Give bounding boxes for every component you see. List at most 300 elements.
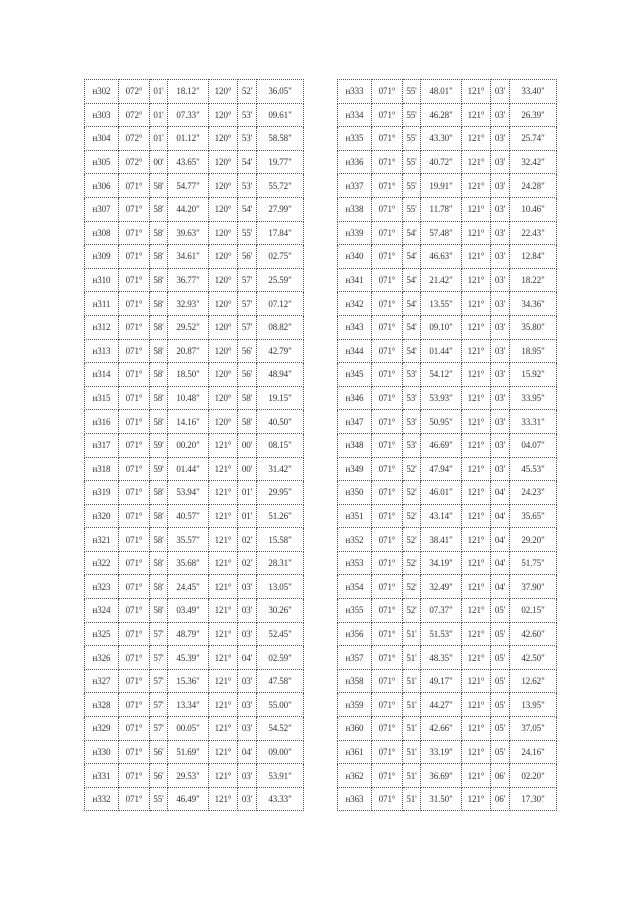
lon-degrees-cell: 121° [462, 174, 491, 198]
lat-minutes-cell: 57' [150, 646, 168, 670]
lon-seconds-cell: 26.39" [510, 103, 557, 127]
lat-minutes-cell: 55' [403, 103, 421, 127]
lat-degrees-cell: 071° [372, 268, 403, 292]
lon-seconds-cell: 19.77" [257, 150, 304, 174]
lon-minutes-cell: 55' [238, 221, 257, 245]
lon-seconds-cell: 33.40" [510, 80, 557, 104]
table-row [85, 622, 304, 646]
lon-seconds-cell: 15.58" [257, 528, 304, 552]
lat-degrees-cell: 071° [119, 197, 150, 221]
lat-minutes-cell: 53' [403, 433, 421, 457]
lon-seconds-cell: 31.42" [257, 457, 304, 481]
table-row [338, 528, 557, 552]
lat-minutes-cell: 59' [150, 457, 168, 481]
lon-minutes-cell: 03' [491, 268, 510, 292]
lat-seconds-cell: 01.44" [168, 457, 209, 481]
lat-degrees-cell: 071° [372, 740, 403, 764]
lat-minutes-cell: 57' [150, 622, 168, 646]
lon-degrees-cell: 121° [462, 386, 491, 410]
lon-minutes-cell: 03' [491, 433, 510, 457]
lat-minutes-cell: 55' [403, 174, 421, 198]
lon-degrees-cell: 121° [209, 717, 238, 741]
lon-degrees-cell: 120° [209, 103, 238, 127]
lat-minutes-cell: 00' [150, 150, 168, 174]
point-id-cell: н348 [338, 433, 372, 457]
point-id-cell: н317 [85, 433, 119, 457]
lon-seconds-cell: 33.31" [510, 410, 557, 434]
table-row [85, 787, 304, 811]
table-row [85, 268, 304, 292]
table-row [85, 174, 304, 198]
lat-seconds-cell: 46.63" [421, 245, 462, 269]
point-id-cell: н315 [85, 386, 119, 410]
lon-seconds-cell: 12.84" [510, 245, 557, 269]
point-id-cell: н321 [85, 528, 119, 552]
lon-degrees-cell: 121° [462, 457, 491, 481]
table-row [338, 410, 557, 434]
lat-minutes-cell: 52' [403, 575, 421, 599]
lon-minutes-cell: 53' [238, 127, 257, 151]
lon-seconds-cell: 55.00" [257, 693, 304, 717]
lat-degrees-cell: 072° [119, 127, 150, 151]
lon-seconds-cell: 25.59" [257, 268, 304, 292]
lat-seconds-cell: 48.01" [421, 80, 462, 104]
table-row [85, 717, 304, 741]
lat-degrees-cell: 071° [372, 693, 403, 717]
lat-minutes-cell: 01' [150, 127, 168, 151]
lon-seconds-cell: 09.00" [257, 740, 304, 764]
point-id-cell: н324 [85, 599, 119, 623]
lat-degrees-cell: 071° [372, 599, 403, 623]
lon-seconds-cell: 24.28" [510, 174, 557, 198]
table-row [338, 717, 557, 741]
lat-minutes-cell: 54' [403, 268, 421, 292]
lon-degrees-cell: 121° [462, 363, 491, 387]
lat-degrees-cell: 071° [372, 103, 403, 127]
lat-degrees-cell: 071° [372, 410, 403, 434]
lon-degrees-cell: 121° [209, 646, 238, 670]
lon-seconds-cell: 53.91" [257, 764, 304, 788]
lon-minutes-cell: 00' [238, 433, 257, 457]
table-row [85, 197, 304, 221]
lon-degrees-cell: 121° [209, 764, 238, 788]
lon-minutes-cell: 05' [491, 717, 510, 741]
lat-degrees-cell: 071° [372, 174, 403, 198]
lat-seconds-cell: 43.65" [168, 150, 209, 174]
lon-minutes-cell: 04' [491, 504, 510, 528]
table-row [338, 315, 557, 339]
lat-seconds-cell: 46.01" [421, 481, 462, 505]
lon-minutes-cell: 54' [238, 150, 257, 174]
lat-minutes-cell: 51' [403, 717, 421, 741]
lon-minutes-cell: 04' [491, 528, 510, 552]
lat-minutes-cell: 51' [403, 787, 421, 811]
lon-degrees-cell: 121° [462, 292, 491, 316]
table-row [338, 504, 557, 528]
lon-seconds-cell: 42.79" [257, 339, 304, 363]
lon-minutes-cell: 03' [238, 693, 257, 717]
lat-minutes-cell: 58' [150, 481, 168, 505]
lon-seconds-cell: 25.74" [510, 127, 557, 151]
table-row [338, 127, 557, 151]
lat-minutes-cell: 55' [403, 80, 421, 104]
lon-seconds-cell: 43.33" [257, 787, 304, 811]
lon-seconds-cell: 12.62" [510, 669, 557, 693]
lat-degrees-cell: 071° [119, 363, 150, 387]
point-id-cell: н351 [338, 504, 372, 528]
table-row [338, 363, 557, 387]
table-row [338, 669, 557, 693]
lon-minutes-cell: 04' [491, 551, 510, 575]
point-id-cell: н345 [338, 363, 372, 387]
point-id-cell: н337 [338, 174, 372, 198]
lon-seconds-cell: 07.12" [257, 292, 304, 316]
point-id-cell: н338 [338, 197, 372, 221]
lat-seconds-cell: 32.49" [421, 575, 462, 599]
lat-minutes-cell: 58' [150, 292, 168, 316]
lat-seconds-cell: 47.94" [421, 457, 462, 481]
lon-minutes-cell: 03' [491, 103, 510, 127]
lat-seconds-cell: 50.95" [421, 410, 462, 434]
lon-minutes-cell: 02' [238, 528, 257, 552]
lat-minutes-cell: 54' [403, 292, 421, 316]
lat-minutes-cell: 58' [150, 410, 168, 434]
lon-degrees-cell: 120° [209, 268, 238, 292]
lon-minutes-cell: 56' [238, 245, 257, 269]
lat-seconds-cell: 09.10" [421, 315, 462, 339]
lon-minutes-cell: 06' [491, 764, 510, 788]
lon-minutes-cell: 03' [491, 410, 510, 434]
point-id-cell: н332 [85, 787, 119, 811]
lat-minutes-cell: 58' [150, 197, 168, 221]
lon-minutes-cell: 02' [238, 551, 257, 575]
lon-degrees-cell: 121° [209, 433, 238, 457]
table-row [338, 80, 557, 104]
lon-minutes-cell: 03' [491, 80, 510, 104]
lat-minutes-cell: 51' [403, 740, 421, 764]
lat-minutes-cell: 54' [403, 221, 421, 245]
lat-degrees-cell: 071° [119, 622, 150, 646]
lat-seconds-cell: 53.94" [168, 481, 209, 505]
lon-seconds-cell: 27.99" [257, 197, 304, 221]
lat-degrees-cell: 072° [119, 150, 150, 174]
point-id-cell: н361 [338, 740, 372, 764]
lon-seconds-cell: 35.65" [510, 504, 557, 528]
lon-minutes-cell: 04' [238, 646, 257, 670]
lon-degrees-cell: 121° [462, 575, 491, 599]
table-row [85, 646, 304, 670]
lon-seconds-cell: 34.36" [510, 292, 557, 316]
lat-seconds-cell: 57.48" [421, 221, 462, 245]
lon-degrees-cell: 120° [209, 174, 238, 198]
lon-degrees-cell: 121° [462, 669, 491, 693]
lon-seconds-cell: 02.20" [510, 764, 557, 788]
lon-minutes-cell: 58' [238, 386, 257, 410]
lon-degrees-cell: 121° [462, 197, 491, 221]
lon-minutes-cell: 54' [238, 197, 257, 221]
lat-seconds-cell: 43.14" [421, 504, 462, 528]
point-id-cell: н312 [85, 315, 119, 339]
point-id-cell: н357 [338, 646, 372, 670]
point-id-cell: н318 [85, 457, 119, 481]
lat-degrees-cell: 071° [119, 717, 150, 741]
lat-minutes-cell: 52' [403, 481, 421, 505]
point-id-cell: н330 [85, 740, 119, 764]
lon-degrees-cell: 121° [209, 575, 238, 599]
lat-seconds-cell: 40.57" [168, 504, 209, 528]
lon-seconds-cell: 13.05" [257, 575, 304, 599]
lon-degrees-cell: 120° [209, 197, 238, 221]
lon-minutes-cell: 05' [491, 622, 510, 646]
lon-seconds-cell: 32.42" [510, 150, 557, 174]
lon-seconds-cell: 52.45" [257, 622, 304, 646]
lon-seconds-cell: 17.84" [257, 221, 304, 245]
coordinates-table-right [337, 79, 557, 811]
lat-degrees-cell: 071° [372, 646, 403, 670]
lon-minutes-cell: 53' [238, 174, 257, 198]
point-id-cell: н347 [338, 410, 372, 434]
table-row [338, 646, 557, 670]
lon-minutes-cell: 03' [491, 339, 510, 363]
point-id-cell: н320 [85, 504, 119, 528]
lon-seconds-cell: 10.46" [510, 197, 557, 221]
lon-degrees-cell: 121° [462, 693, 491, 717]
lat-degrees-cell: 071° [119, 693, 150, 717]
lat-degrees-cell: 071° [119, 221, 150, 245]
lat-degrees-cell: 071° [372, 717, 403, 741]
table-row [338, 292, 557, 316]
lat-degrees-cell: 071° [372, 504, 403, 528]
lon-seconds-cell: 42.60" [510, 622, 557, 646]
table-row [85, 481, 304, 505]
lon-minutes-cell: 03' [491, 457, 510, 481]
lat-degrees-cell: 072° [119, 80, 150, 104]
point-id-cell: н353 [338, 551, 372, 575]
point-id-cell: н307 [85, 197, 119, 221]
lon-seconds-cell: 30.26" [257, 599, 304, 623]
lon-minutes-cell: 58' [238, 410, 257, 434]
lat-minutes-cell: 58' [150, 315, 168, 339]
point-id-cell: н333 [338, 80, 372, 104]
lat-seconds-cell: 33.19" [421, 740, 462, 764]
lon-degrees-cell: 121° [462, 433, 491, 457]
point-id-cell: н346 [338, 386, 372, 410]
lat-minutes-cell: 58' [150, 386, 168, 410]
point-id-cell: н302 [85, 80, 119, 104]
lat-degrees-cell: 071° [119, 410, 150, 434]
point-id-cell: н335 [338, 127, 372, 151]
point-id-cell: н334 [338, 103, 372, 127]
lon-minutes-cell: 06' [491, 787, 510, 811]
lat-minutes-cell: 51' [403, 622, 421, 646]
table-row [85, 292, 304, 316]
lon-minutes-cell: 03' [491, 363, 510, 387]
lon-minutes-cell: 57' [238, 268, 257, 292]
lat-seconds-cell: 03.49" [168, 599, 209, 623]
lat-degrees-cell: 071° [372, 764, 403, 788]
table-row [338, 693, 557, 717]
lat-degrees-cell: 071° [372, 150, 403, 174]
lon-degrees-cell: 121° [462, 127, 491, 151]
table-row [85, 150, 304, 174]
lon-seconds-cell: 29.95" [257, 481, 304, 505]
lon-seconds-cell: 02.15" [510, 599, 557, 623]
lon-minutes-cell: 03' [238, 622, 257, 646]
lat-seconds-cell: 42.66" [421, 717, 462, 741]
lon-seconds-cell: 24.16" [510, 740, 557, 764]
lat-degrees-cell: 071° [372, 197, 403, 221]
lon-minutes-cell: 03' [491, 174, 510, 198]
lat-seconds-cell: 10.48" [168, 386, 209, 410]
table-row [338, 386, 557, 410]
lon-seconds-cell: 18.22" [510, 268, 557, 292]
table-row [85, 315, 304, 339]
lat-minutes-cell: 51' [403, 693, 421, 717]
lat-seconds-cell: 44.27" [421, 693, 462, 717]
lat-degrees-cell: 071° [119, 315, 150, 339]
lat-minutes-cell: 57' [150, 669, 168, 693]
table-row [338, 740, 557, 764]
table-row [338, 481, 557, 505]
lon-seconds-cell: 15.92" [510, 363, 557, 387]
lon-seconds-cell: 58.58" [257, 127, 304, 151]
lon-degrees-cell: 121° [462, 504, 491, 528]
table-row [338, 103, 557, 127]
lat-minutes-cell: 54' [403, 339, 421, 363]
lon-minutes-cell: 04' [491, 481, 510, 505]
table-row [338, 764, 557, 788]
lon-minutes-cell: 57' [238, 292, 257, 316]
table-row [85, 669, 304, 693]
lat-minutes-cell: 52' [403, 599, 421, 623]
lon-seconds-cell: 33.95" [510, 386, 557, 410]
table-row [338, 622, 557, 646]
lon-degrees-cell: 121° [462, 268, 491, 292]
lon-degrees-cell: 121° [462, 528, 491, 552]
lon-degrees-cell: 121° [462, 410, 491, 434]
lon-degrees-cell: 121° [209, 551, 238, 575]
lon-degrees-cell: 121° [209, 669, 238, 693]
lon-minutes-cell: 03' [491, 292, 510, 316]
lat-degrees-cell: 071° [372, 551, 403, 575]
lat-seconds-cell: 54.12" [421, 363, 462, 387]
lon-degrees-cell: 121° [462, 150, 491, 174]
lat-minutes-cell: 01' [150, 103, 168, 127]
point-id-cell: н322 [85, 551, 119, 575]
lon-seconds-cell: 02.59" [257, 646, 304, 670]
lat-seconds-cell: 29.52" [168, 315, 209, 339]
point-id-cell: н356 [338, 622, 372, 646]
lon-seconds-cell: 08.15" [257, 433, 304, 457]
lat-degrees-cell: 071° [372, 363, 403, 387]
lat-degrees-cell: 071° [119, 245, 150, 269]
lat-seconds-cell: 20.87" [168, 339, 209, 363]
point-id-cell: н344 [338, 339, 372, 363]
lon-seconds-cell: 19.15" [257, 386, 304, 410]
lat-degrees-cell: 071° [372, 575, 403, 599]
lon-seconds-cell: 08.82" [257, 315, 304, 339]
lon-minutes-cell: 03' [238, 764, 257, 788]
lat-minutes-cell: 55' [403, 197, 421, 221]
table-row [85, 103, 304, 127]
lat-minutes-cell: 51' [403, 764, 421, 788]
lon-degrees-cell: 121° [209, 481, 238, 505]
lon-seconds-cell: 51.75" [510, 551, 557, 575]
lon-minutes-cell: 03' [491, 197, 510, 221]
lat-seconds-cell: 36.69" [421, 764, 462, 788]
lon-seconds-cell: 24.23" [510, 481, 557, 505]
lon-minutes-cell: 03' [238, 717, 257, 741]
lat-seconds-cell: 51.53" [421, 622, 462, 646]
lat-degrees-cell: 071° [119, 669, 150, 693]
lat-minutes-cell: 55' [403, 150, 421, 174]
lat-minutes-cell: 58' [150, 174, 168, 198]
lon-minutes-cell: 04' [238, 740, 257, 764]
lat-degrees-cell: 071° [372, 787, 403, 811]
lon-minutes-cell: 05' [491, 646, 510, 670]
lon-degrees-cell: 121° [209, 622, 238, 646]
lon-degrees-cell: 120° [209, 292, 238, 316]
lon-seconds-cell: 28.31" [257, 551, 304, 575]
lon-seconds-cell: 04.07" [510, 433, 557, 457]
lat-minutes-cell: 58' [150, 245, 168, 269]
lat-degrees-cell: 071° [119, 504, 150, 528]
lat-degrees-cell: 071° [119, 575, 150, 599]
lon-degrees-cell: 120° [209, 363, 238, 387]
lon-seconds-cell: 35.80" [510, 315, 557, 339]
table-row [338, 787, 557, 811]
lat-seconds-cell: 38.41" [421, 528, 462, 552]
lat-seconds-cell: 00.20" [168, 433, 209, 457]
lat-degrees-cell: 071° [119, 740, 150, 764]
lat-seconds-cell: 35.57" [168, 528, 209, 552]
lat-seconds-cell: 34.19" [421, 551, 462, 575]
lat-degrees-cell: 072° [119, 103, 150, 127]
lat-seconds-cell: 29.53" [168, 764, 209, 788]
table-row [85, 410, 304, 434]
lat-minutes-cell: 58' [150, 599, 168, 623]
point-id-cell: н352 [338, 528, 372, 552]
lon-seconds-cell: 17.30" [510, 787, 557, 811]
lon-minutes-cell: 03' [491, 245, 510, 269]
table-row [338, 221, 557, 245]
lon-seconds-cell: 29.20" [510, 528, 557, 552]
lon-minutes-cell: 03' [491, 315, 510, 339]
lat-minutes-cell: 52' [403, 504, 421, 528]
lat-seconds-cell: 07.33" [168, 103, 209, 127]
table-row [338, 433, 557, 457]
lat-seconds-cell: 14.16" [168, 410, 209, 434]
point-id-cell: н349 [338, 457, 372, 481]
point-id-cell: н358 [338, 669, 372, 693]
lat-degrees-cell: 071° [372, 481, 403, 505]
lat-degrees-cell: 071° [372, 245, 403, 269]
lat-degrees-cell: 071° [119, 528, 150, 552]
lon-seconds-cell: 42.50" [510, 646, 557, 670]
lon-degrees-cell: 121° [462, 764, 491, 788]
point-id-cell: н325 [85, 622, 119, 646]
lon-degrees-cell: 120° [209, 245, 238, 269]
point-id-cell: н319 [85, 481, 119, 505]
lon-minutes-cell: 04' [491, 575, 510, 599]
table-row [85, 339, 304, 363]
lat-degrees-cell: 071° [372, 315, 403, 339]
lon-minutes-cell: 05' [491, 693, 510, 717]
point-id-cell: н341 [338, 268, 372, 292]
lon-degrees-cell: 121° [462, 717, 491, 741]
lat-degrees-cell: 071° [372, 127, 403, 151]
lon-degrees-cell: 121° [209, 599, 238, 623]
